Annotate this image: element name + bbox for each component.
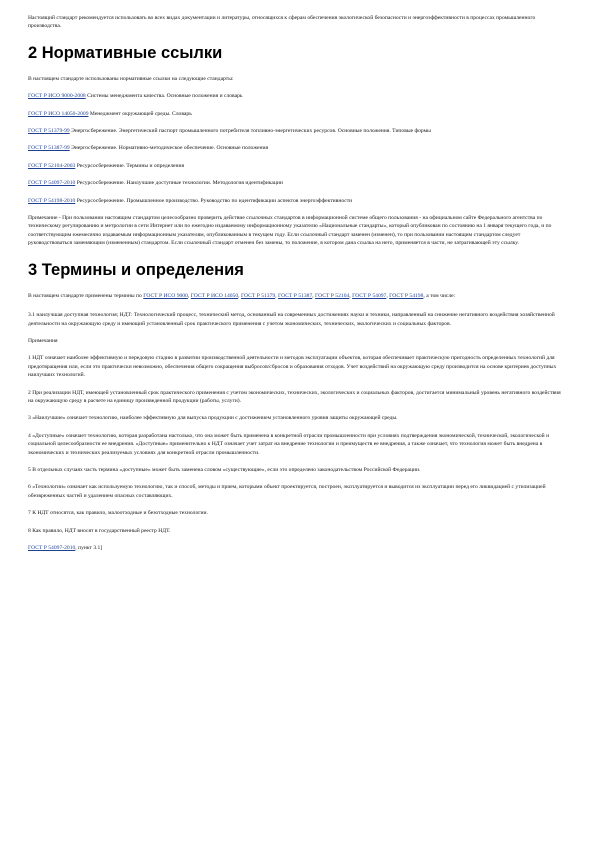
note-item: 6 «Технологии» означает как используемую технологию, так и способ, методы и прием, которыми объект проектируется, построен, эксплуатируется и выводится из эксплуатации перед его ликвидацией с утилизацией обезвреженных частей и удалением опасных составляющих. bbox=[28, 484, 546, 499]
reference-title: Ресурсосбережение. Термины и определения bbox=[75, 162, 185, 169]
note-item: 3 «Наилучшие» означает технологию, наиболее эффективную для выпуска продукции с достижением установленного уровня защиты окружающей среды. bbox=[28, 415, 398, 422]
reference-link[interactable]: ГОСТ Р ИСО 14050-2009 bbox=[28, 110, 89, 117]
note-item: 2 При реализации НДТ, имеющей установленный срок практического применения с учетом экономических, технических, экологических и социальных факторов, достигается минимальный уровень негативного воздействия на окружающую среду в расчете на единицу произведенной продукции (работы, услуги). bbox=[28, 389, 561, 404]
intro-paragraph: Настоящий стандарт рекомендуется использовать во всех видах документации и литературы, относящихся к сферам обеспечения экологической безопасности и энергоэффективности в процессах промышленного производства. bbox=[28, 15, 536, 30]
notes-heading: Примечания bbox=[28, 337, 58, 344]
reference-title: Ресурсосбережение. Наилучшие доступные технологии. Методология идентификации bbox=[75, 180, 283, 187]
terms-standard-link[interactable]: ГОСТ Р 52104 bbox=[315, 292, 350, 299]
reference-item bbox=[28, 144, 564, 152]
reference-item bbox=[28, 179, 564, 187]
reference-link[interactable]: ГОСТ Р 54097-2010 bbox=[28, 180, 76, 187]
reference-link[interactable]: ГОСТ Р 54198-2010 bbox=[28, 197, 76, 204]
reference-link[interactable]: ГОСТ Р ИСО 9000-2008 bbox=[28, 93, 86, 100]
terms-standard-link[interactable]: ГОСТ Р ИСО 14050 bbox=[190, 292, 239, 299]
section-3-heading: 3 Термины и определения bbox=[28, 260, 244, 279]
terms-standard-link[interactable]: ГОСТ Р 51379 bbox=[240, 292, 276, 299]
terms-lead-prefix: В настоящем стандарте применены термины по bbox=[28, 292, 144, 299]
reference-item bbox=[28, 127, 564, 135]
reference-title: Менеджмент окружающей среды. Словарь bbox=[88, 110, 192, 117]
definition-source bbox=[28, 544, 564, 552]
reference-title: Ресурсосбережение. Промышленное производство. Руководство по идентификации аспектов энергоэффективности bbox=[75, 197, 353, 204]
note-item: 5 В отдельных случаях часть термина «доступные» может быть заменена словом «существующие», если это определено законодательством Российской Федерации. bbox=[28, 466, 421, 473]
reference-link[interactable]: ГОСТ Р 51387-99 bbox=[28, 145, 70, 152]
reference-link[interactable]: ГОСТ Р 52104-2003 bbox=[28, 162, 76, 169]
terms-standard-link[interactable]: ГОСТ Р 51387 bbox=[278, 292, 313, 299]
terms-lead-suffix: , а том числе: bbox=[423, 292, 456, 299]
references-note: Примечание - При пользовании настоящим стандартом целесообразно проверить действие ссылочных стандартов в информационной системе общего пользования - на официальном сайте Федерального агентства по техническому регулированию и метрологии в сети Интернет или по ежегодно издаваемому информационному указателю «Национальные стандарты», который опубликован по состоянию на 1 января текущего года, и по соответствующим ежемесячно издаваемым информационным указателям, опубликованным в текущем году. Если ссылочный стандарт заменен (изменен), то при пользовании настоящим стандартом следует руководствоваться заменяющим (измененным) стандартом. Если ссылочный стандарт отменен без замены, то положение, в котором дана ссылка на него, применяется в части, не затрагивающей эту ссылку. bbox=[28, 215, 552, 247]
terms-lead: В настоящем стандарте применены термины по ГОСТ Р ИСО 9000, ГОСТ Р ИСО 14050, ГОСТ Р 51379, ГОСТ Р 51387, ГОСТ Р 52104, ГОСТ Р 54097, ГОСТ Р 54198, а том числе: bbox=[28, 292, 456, 299]
reference-item bbox=[28, 162, 564, 170]
definition-3-1: 3.1 наилучшая доступная технология; НДТ: Технологический процесс, технический метод, основанный на современных достижениях науки и техники, направленный на снижение негативного воздействия хозяйственной деятельности на окружающую среду и имеющий установленный срок практического применения с учетом экономических, технических, экологических и социальных факторов. bbox=[28, 312, 555, 327]
reference-link[interactable]: ГОСТ Р 51379-99 bbox=[28, 128, 70, 135]
source-standard-link[interactable]: ГОСТ Р 54097-2010 bbox=[28, 545, 76, 551]
note-item: 8 Как правило, НДТ вносят в государственный реестр НДТ. bbox=[28, 527, 171, 534]
document-page bbox=[28, 14, 564, 552]
note-item: 7 К НДТ относятся, как правило, малоотходные и безотходные технологии. bbox=[28, 510, 208, 517]
reference-title: Энергосбережение. Энергетический паспорт промышленного потребителя топливно-энергетических ресурсов. Основные положения. Типовые формы bbox=[69, 128, 431, 135]
section-2-heading: 2 Нормативные ссылки bbox=[28, 43, 223, 62]
reference-title: Энергосбережение. Нормативно-методическое обеспечение. Основные положения bbox=[69, 145, 269, 152]
reference-item bbox=[28, 197, 564, 205]
reference-item bbox=[28, 110, 564, 118]
note-item: 4 «Доступные» означает технологию, которая разработана настолько, что она может быть применена в конкретной отрасли промышленности при условиях подтверждения экономической, технической, экологической и социальной целесообразности ее внедрения. «Доступные» применительно к НДТ означает учет затрат на внедрение технологии и преимуществ ее внедрения, а также означает, что технология может быть внедрена в экономических и технических реализуемых условиях для конкретной отрасли промышленности. bbox=[28, 432, 550, 456]
terms-standard-link[interactable]: ГОСТ Р 54198 bbox=[389, 292, 424, 299]
terms-standard-link[interactable]: ГОСТ Р 54097 bbox=[352, 292, 387, 299]
reference-title: Системы менеджмента качества. Основные положения и словарь bbox=[85, 93, 243, 100]
note-item: 1 НДТ означает наиболее эффективную и передовую стадию в развитии производственной деятельности и методов эксплуатации объектов, которая обеспечивает практическую пригодность определенных технологий для предотвращения или, если это практически невозможно, обеспечения общего сокращения выбросов/сбросов и образования отходов. Учет воздействий на окружающую среду производится на основе критериев доступных наилучших технологий. bbox=[28, 355, 557, 379]
source-suffix: , пункт 3.1] bbox=[75, 545, 103, 551]
terms-standard-link[interactable]: ГОСТ Р ИСО 9000 bbox=[143, 292, 188, 299]
references-lead: В настоящем стандарте использованы нормативные ссылки на следующие стандарты: bbox=[28, 75, 234, 82]
reference-item bbox=[28, 92, 564, 100]
